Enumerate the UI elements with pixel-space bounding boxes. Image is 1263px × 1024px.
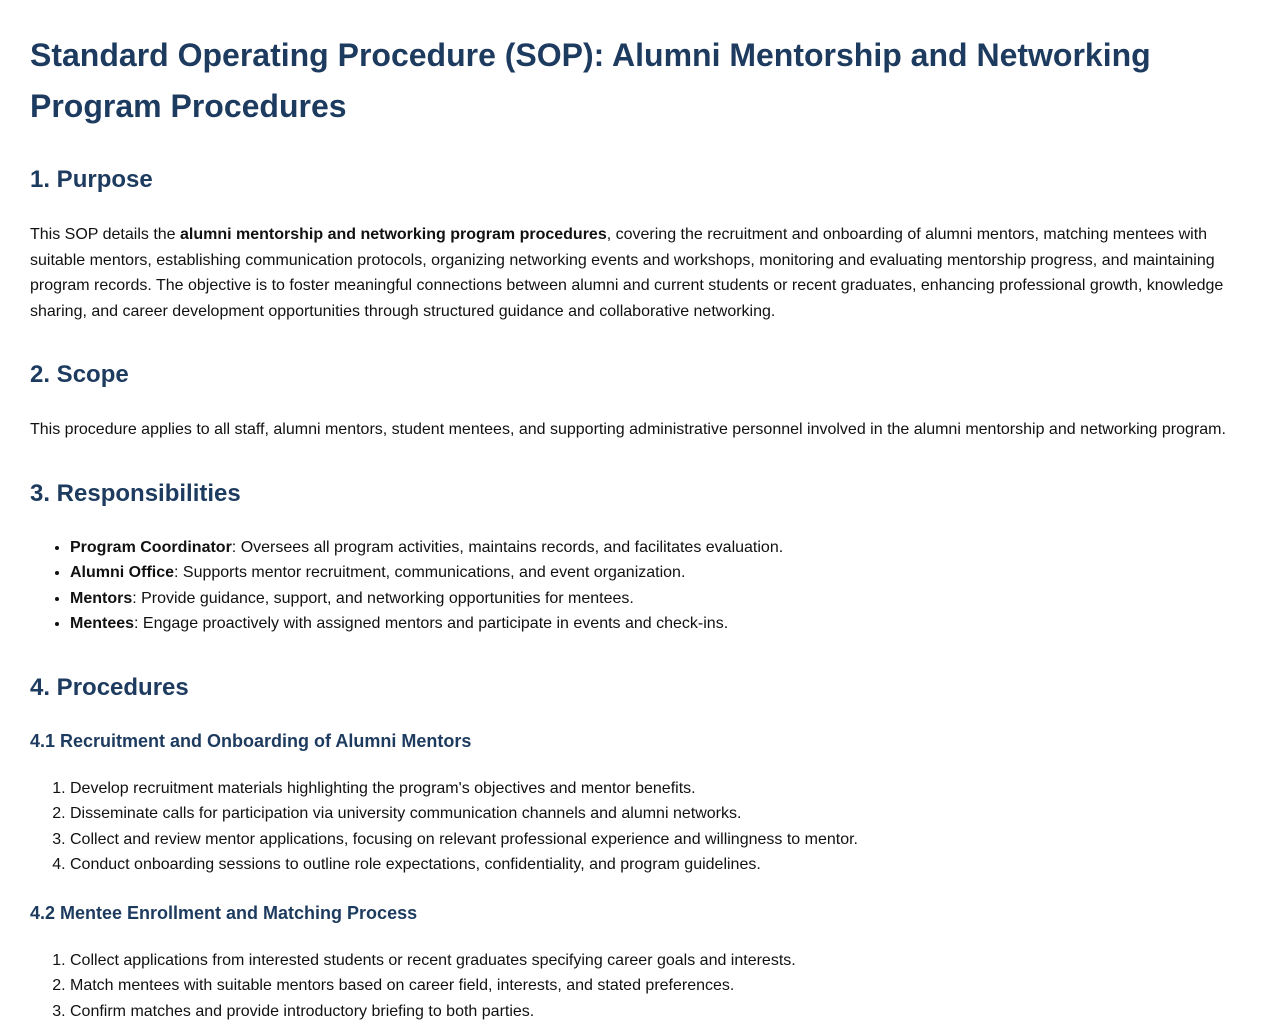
role-name: Mentors	[70, 590, 132, 607]
scope-paragraph: This procedure applies to all staff, alumni mentors, student mentees, and supporting administrative personnel involved in the alumni mentorship and networking program.	[30, 417, 1233, 443]
purpose-text-start: This SOP details the	[30, 226, 180, 243]
role-name: Program Coordinator	[70, 539, 232, 556]
enrollment-steps-list	[30, 948, 1233, 1024]
enrollment-subheading: 4.2 Mentee Enrollment and Matching Process	[30, 901, 1233, 925]
purpose-text-end: , covering the recruitment and onboarding of alumni mentors, matching mentees with suitable mentors, establishing communication protocols, organizing networking events and workshops, monitoring and evaluating mentorship progress, and maintaining program records. The objective is to foster meaningful connections between alumni and current students or recent graduates, enhancing professional growth, knowledge sharing, and career development opportunities through structured guidance and collaborative networking.	[30, 226, 1223, 320]
role-description: : Provide guidance, support, and networking opportunities for mentees.	[132, 590, 634, 607]
role-description: : Oversees all program activities, maintains records, and facilitates evaluation.	[232, 539, 783, 556]
list-item	[70, 535, 1233, 561]
role-name: Mentees	[70, 615, 134, 632]
page-title: Standard Operating Procedure (SOP): Alumni Mentorship and Networking Program Procedures	[30, 30, 1233, 132]
role-name: Alumni Office	[70, 564, 174, 581]
list-item	[70, 611, 1233, 637]
role-description: : Engage proactively with assigned mentors and participate in events and check-ins.	[134, 615, 728, 632]
list-item: 4. Conduct onboarding sessions to outline role expectations, confidentiality, and program guidelines.	[70, 852, 1233, 878]
purpose-paragraph	[30, 222, 1233, 324]
purpose-heading: 1. Purpose	[30, 164, 1233, 196]
responsibilities-heading: 3. Responsibilities	[30, 478, 1233, 510]
procedures-heading: 4. Procedures	[30, 672, 1233, 704]
scope-heading: 2. Scope	[30, 359, 1233, 391]
list-item: 3. Collect and review mentor applications, focusing on relevant professional experience and willingness to mentor.	[70, 827, 1233, 853]
role-description: : Supports mentor recruitment, communications, and event organization.	[174, 564, 685, 581]
list-item: 3. Confirm matches and provide introductory briefing to both parties.	[70, 999, 1233, 1024]
purpose-bold-text: alumni mentorship and networking program procedures	[180, 226, 607, 243]
list-item: 1. Develop recruitment materials highlighting the program's objectives and mentor benefits.	[70, 776, 1233, 802]
list-item	[70, 586, 1233, 612]
recruitment-steps-list	[30, 776, 1233, 878]
list-item: 2. Match mentees with suitable mentors based on career field, interests, and stated preferences.	[70, 973, 1233, 999]
list-item: 2. Disseminate calls for participation via university communication channels and alumni networks.	[70, 801, 1233, 827]
responsibilities-list	[30, 535, 1233, 637]
recruitment-subheading: 4.1 Recruitment and Onboarding of Alumni Mentors	[30, 729, 1233, 753]
list-item	[70, 560, 1233, 586]
list-item: 1. Collect applications from interested students or recent graduates specifying career goals and interests.	[70, 948, 1233, 974]
